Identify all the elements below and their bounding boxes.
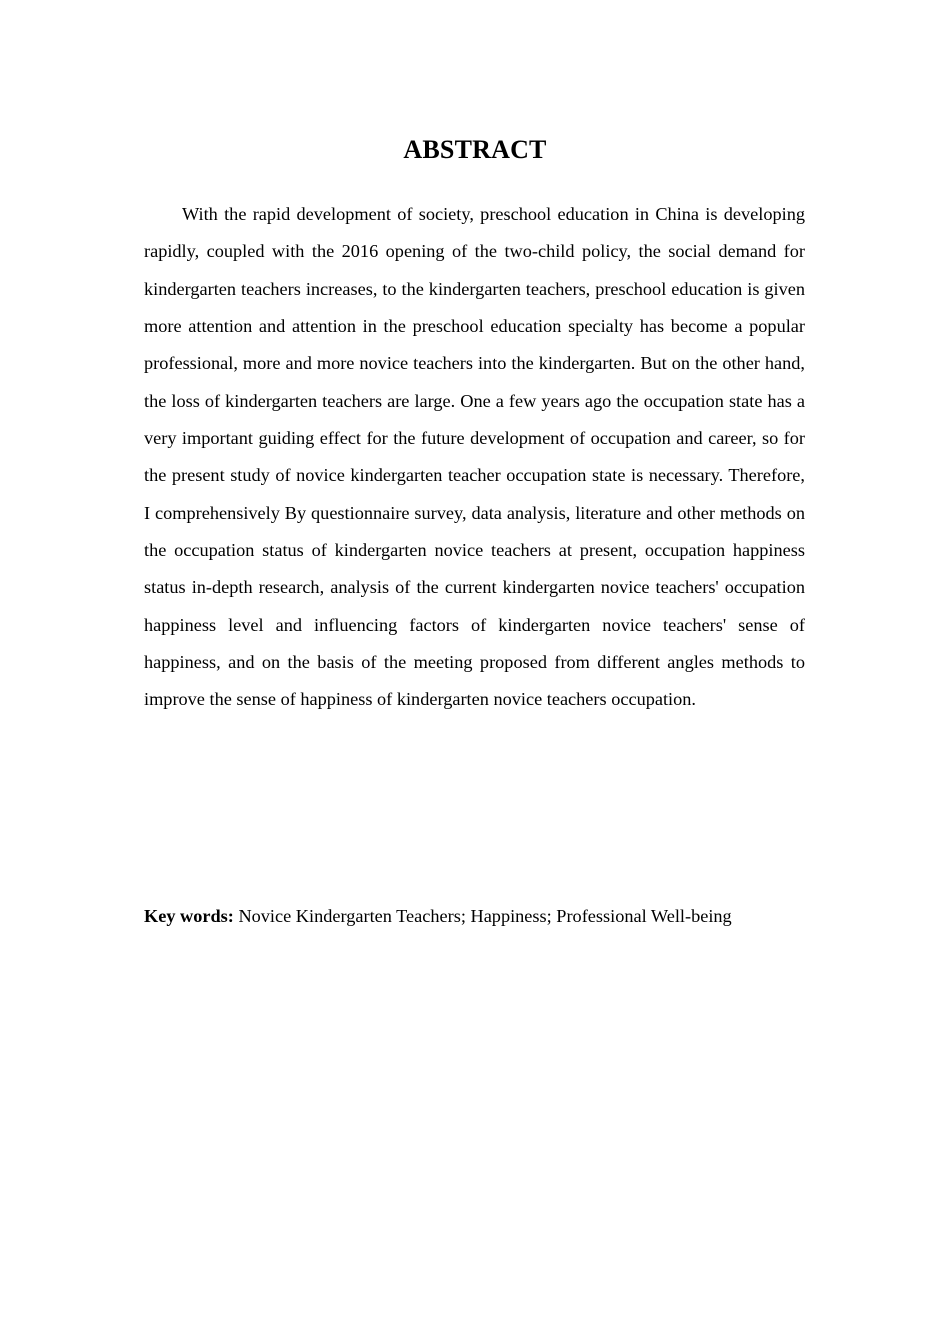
abstract-body: With the rapid development of society, preschool education in China is developing rapidly, coupled with the 2016 opening of the two-child policy, the social demand for kindergarten teachers increases, to the kindergarten teachers, preschool education is given more attention and attention in the preschool education specialty has become a popular professional, more and more novice teachers into the kindergarten. But on the other hand, the loss of kindergarten teachers are large. One a few years ago the occupation state has a very important guiding effect for the future development of occupation and career, so for the present study of novice kindergarten teacher occupation state is necessary. Therefore, I comprehensively By questionnaire survey, data analysis, literature and other methods on the occupation status of kindergarten novice teachers at present, occupation happiness status in-depth research, analysis of the current kindergarten novice teachers' occupation happiness level and influencing factors of kindergarten novice teachers' sense of happiness, and on the basis of the meeting proposed from different angles methods to improve the sense of happiness of kindergarten novice teachers occupation. xyxy=(144,204,805,710)
abstract-title: ABSTRACT xyxy=(403,135,547,164)
keywords-text: Novice Kindergarten Teachers; Happiness; Professional Well-being xyxy=(233,906,732,926)
keywords-line xyxy=(144,898,805,935)
keywords-label: Key words: xyxy=(144,906,234,926)
